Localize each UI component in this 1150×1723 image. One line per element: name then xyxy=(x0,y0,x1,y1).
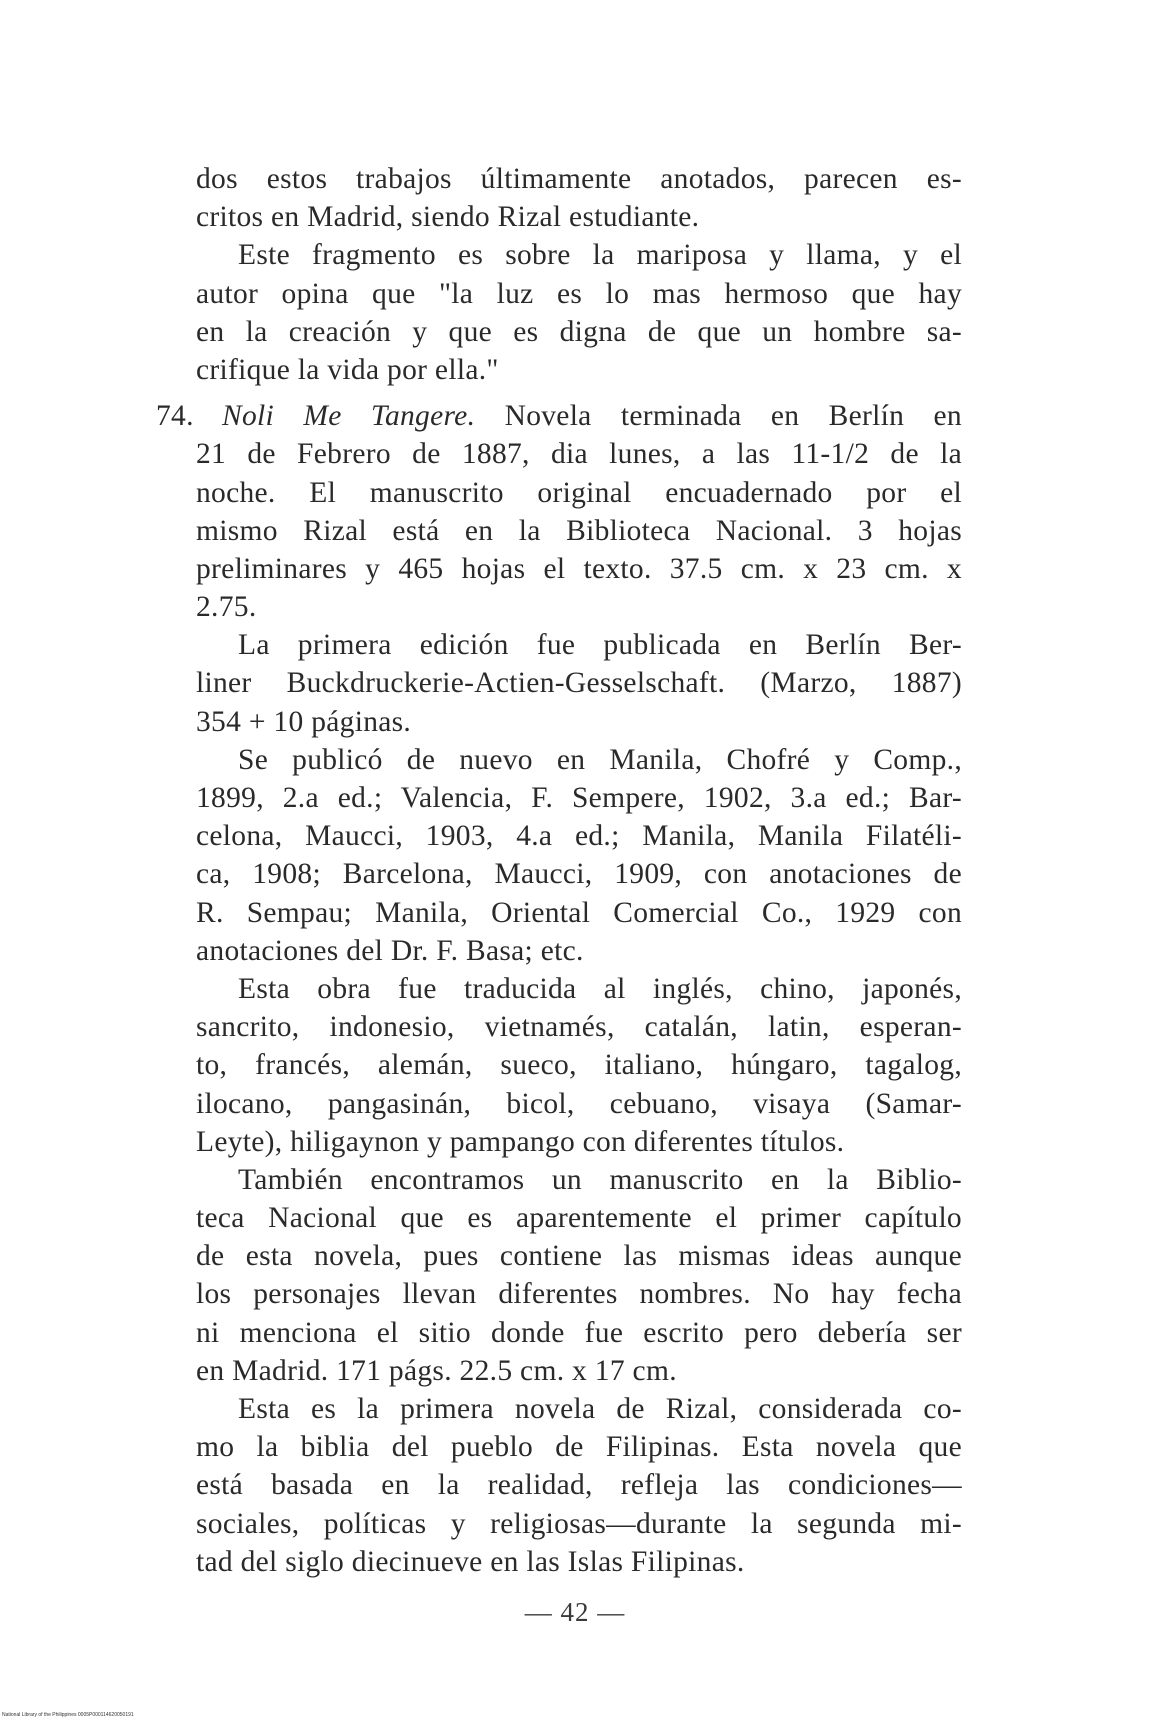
text-line: 21 de Febrero de 1887, dia lunes, a las 11-1/2 de la xyxy=(196,438,962,471)
text-line: sancrito, indonesio, vietnamés, catalán, latin, esperan- xyxy=(196,1011,962,1044)
text-line: anotaciones del Dr. F. Basa; etc. xyxy=(196,934,584,967)
text-line: crifique la vida por ella." xyxy=(196,353,499,386)
text-line: teca Nacional que es aparentemente el primer capítulo xyxy=(196,1202,962,1235)
page-number: — 42 — xyxy=(524,1597,626,1627)
text-line: está basada en la realidad, refleja las condiciones— xyxy=(196,1469,962,1502)
text-line: de esta novela, pues contiene las mismas ideas aunque xyxy=(196,1240,962,1273)
text-line: mismo Rizal está en la Biblioteca Nacional. 3 hojas xyxy=(196,514,962,547)
text-line: noche. El manuscrito original encuadernado por el xyxy=(196,476,962,509)
text-line: ni menciona el sitio donde fue escrito pero debería ser xyxy=(196,1316,962,1349)
text-line: Este fragmento es sobre la mariposa y llama, y el xyxy=(238,239,962,272)
text-line: R. Sempau; Manila, Oriental Comercial Co., 1929 con xyxy=(196,896,962,929)
text-line: ilocano, pangasinán, bicol, cebuano, visaya (Samar- xyxy=(196,1087,962,1120)
text-line: liner Buckdruckerie-Actien-Gesselschaft. (Marzo, 1887) xyxy=(196,667,962,700)
paragraph-gap xyxy=(196,389,962,397)
text-line: mo la biblia del pueblo de Filipinas. Esta novela que xyxy=(196,1431,962,1464)
text-line: dos estos trabajos últimamente anotados, parecen es- xyxy=(196,163,962,195)
text-line: autor opina que "la luz es lo mas hermoso que hay xyxy=(196,277,962,310)
text-line: La primera edición fue publicada en Berlín Ber- xyxy=(238,629,962,662)
text-line: Leyte), hiligaynon y pampango con diferentes títulos. xyxy=(196,1125,845,1158)
body-text xyxy=(156,160,962,1581)
entry-title: Noli Me Tangere. xyxy=(222,400,476,433)
text-line: preliminares y 465 hojas el texto. 37.5 cm. x 23 cm. x xyxy=(196,552,962,585)
text-line: critos en Madrid, siendo Rizal estudiante. xyxy=(196,201,700,234)
text-line: en Madrid. 171 págs. 22.5 cm. x 17 cm. xyxy=(196,1354,677,1387)
text-line: Esta es la primera novela de Rizal, considerada co- xyxy=(238,1393,962,1425)
footer-metadata: National Library of the Philippines 0005P000114620050191 xyxy=(2,1712,134,1718)
text-line: tad del siglo diecinueve en las Islas Filipinas. xyxy=(196,1545,745,1578)
text-line: los personajes llevan diferentes nombres. No hay fecha xyxy=(196,1278,962,1311)
entry-number: 74. xyxy=(156,400,194,433)
text-line: celona, Maucci, 1903, 4.a ed.; Manila, Manila Filatéli- xyxy=(196,820,962,853)
entry-first-line: Novela terminada en Berlín en xyxy=(504,400,962,433)
text-line: También encontramos un manuscrito en la Biblio- xyxy=(238,1163,962,1196)
entry-heading-line xyxy=(156,397,962,435)
text-line: to, francés, alemán, sueco, italiano, húngaro, tagalog, xyxy=(196,1049,962,1082)
text-line: 1899, 2.a ed.; Valencia, F. Sempere, 1902, 3.a ed.; Bar- xyxy=(196,782,962,814)
text-line: sociales, políticas y religiosas—durante la segunda mi- xyxy=(196,1507,962,1540)
text-line: ca, 1908; Barcelona, Maucci, 1909, con anotaciones de xyxy=(196,858,962,891)
text-line: Esta obra fue traducida al inglés, chino, japonés, xyxy=(238,972,962,1005)
text-line: Se publicó de nuevo en Manila, Chofré y Comp., xyxy=(238,743,962,776)
text-line: 2.75. xyxy=(196,591,257,624)
text-line: 354 + 10 páginas. xyxy=(196,705,412,738)
text-line: en la creación y que es digna de que un hombre sa- xyxy=(196,315,962,348)
